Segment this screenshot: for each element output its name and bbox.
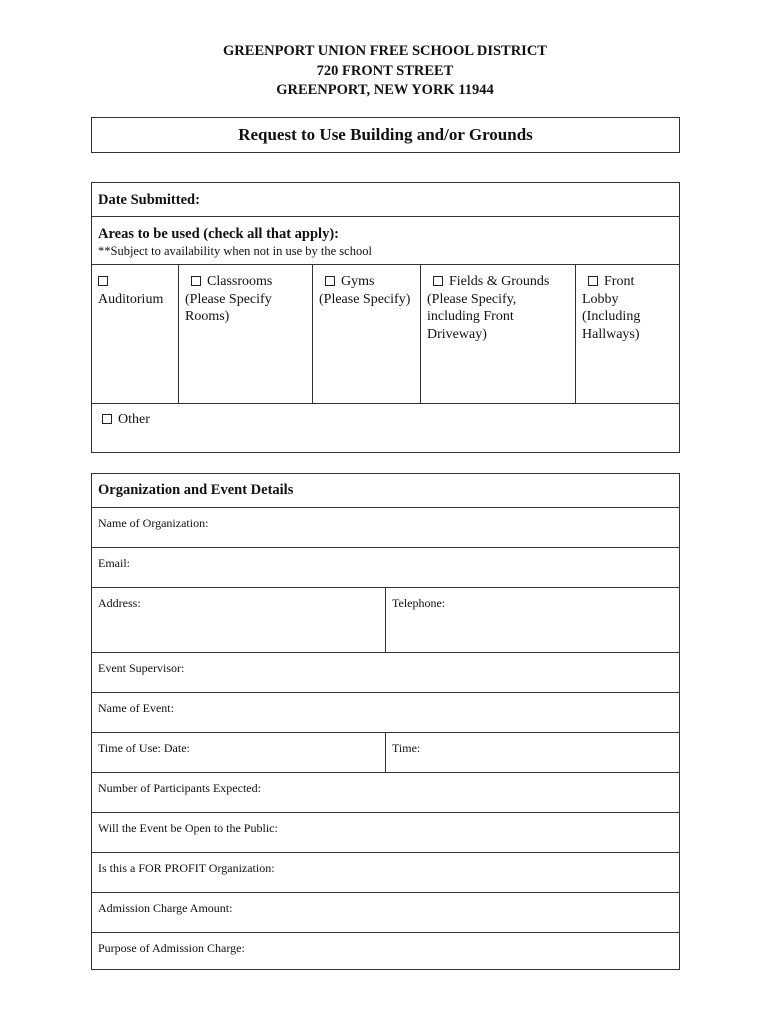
org-name-label: Name of Organization:: [98, 516, 209, 530]
form-title: Request to Use Building and/or Grounds: [238, 125, 533, 144]
event-supervisor-row[interactable]: [92, 653, 679, 693]
time-label: Time:: [392, 741, 421, 755]
date-submitted-label: Date Submitted:: [98, 192, 200, 208]
admission-purpose-label: Purpose of Admission Charge:: [98, 941, 245, 955]
gyms-label: Gyms: [341, 274, 375, 289]
front-lobby-label: Front Lobby: [582, 274, 635, 307]
address-field[interactable]: [92, 588, 386, 652]
areas-note: **Subject to availability when not in use by the school: [98, 244, 372, 258]
option-gyms[interactable]: [313, 265, 421, 403]
option-classrooms[interactable]: [179, 265, 313, 403]
classrooms-checkbox[interactable]: [191, 276, 201, 286]
address-label: Address:: [98, 596, 141, 610]
org-section-header: [92, 474, 679, 508]
other-label: Other: [118, 412, 150, 427]
address-telephone-row: [92, 588, 679, 653]
fields-grounds-note: (Please Specify, including Front Driveway): [427, 291, 517, 342]
district-street: 720 FRONT STREET: [316, 62, 454, 79]
date-label: Time of Use: Date:: [98, 741, 190, 755]
other-checkbox[interactable]: [102, 414, 112, 424]
auditorium-label: Auditorium: [98, 291, 164, 307]
form-title-box: [91, 117, 680, 153]
areas-header-row: [92, 217, 679, 265]
time-field[interactable]: [386, 733, 679, 772]
event-name-label: Name of Event:: [98, 701, 174, 715]
gyms-note: (Please Specify): [319, 291, 411, 307]
option-front-lobby[interactable]: [576, 265, 679, 403]
classrooms-note: (Please Specify Rooms): [185, 291, 272, 324]
areas-options-row: [92, 265, 679, 404]
participants-row[interactable]: [92, 773, 679, 813]
org-name-row[interactable]: [92, 508, 679, 548]
district-city: GREENPORT, NEW YORK 11944: [276, 82, 494, 98]
district-header: [0, 42, 770, 101]
event-supervisor-label: Event Supervisor:: [98, 661, 185, 675]
admission-purpose-row[interactable]: [92, 933, 679, 971]
open-to-public-row[interactable]: [92, 813, 679, 853]
fields-grounds-checkbox[interactable]: [433, 276, 443, 286]
date-submitted-row[interactable]: [92, 183, 679, 217]
front-lobby-checkbox[interactable]: [588, 276, 598, 286]
telephone-label: Telephone:: [392, 596, 446, 610]
other-row[interactable]: [92, 404, 679, 452]
classrooms-label: Classrooms: [207, 274, 273, 289]
date-field[interactable]: [92, 733, 386, 772]
for-profit-label: Is this a FOR PROFIT Organization:: [98, 861, 275, 875]
areas-box: [91, 182, 680, 453]
option-fields-grounds[interactable]: [421, 265, 576, 403]
option-auditorium[interactable]: [92, 265, 179, 403]
email-label: Email:: [98, 556, 130, 570]
fields-grounds-label: Fields & Grounds: [449, 274, 550, 289]
telephone-field[interactable]: [386, 588, 679, 652]
gyms-checkbox[interactable]: [325, 276, 335, 286]
for-profit-row[interactable]: [92, 853, 679, 893]
open-to-public-label: Will the Event be Open to the Public:: [98, 821, 278, 835]
event-name-row[interactable]: [92, 693, 679, 733]
time-of-use-row: [92, 733, 679, 773]
auditorium-checkbox[interactable]: [98, 276, 108, 286]
email-row[interactable]: [92, 548, 679, 588]
participants-label: Number of Participants Expected:: [98, 781, 261, 795]
areas-label: Areas to be used (check all that apply):: [98, 226, 339, 242]
front-lobby-note: (Including Hallways): [582, 309, 641, 342]
org-details-box: [91, 473, 680, 970]
admission-amount-row[interactable]: [92, 893, 679, 933]
org-section-title: Organization and Event Details: [98, 482, 294, 498]
district-name: GREENPORT UNION FREE SCHOOL DISTRICT: [223, 43, 547, 59]
admission-amount-label: Admission Charge Amount:: [98, 901, 233, 915]
